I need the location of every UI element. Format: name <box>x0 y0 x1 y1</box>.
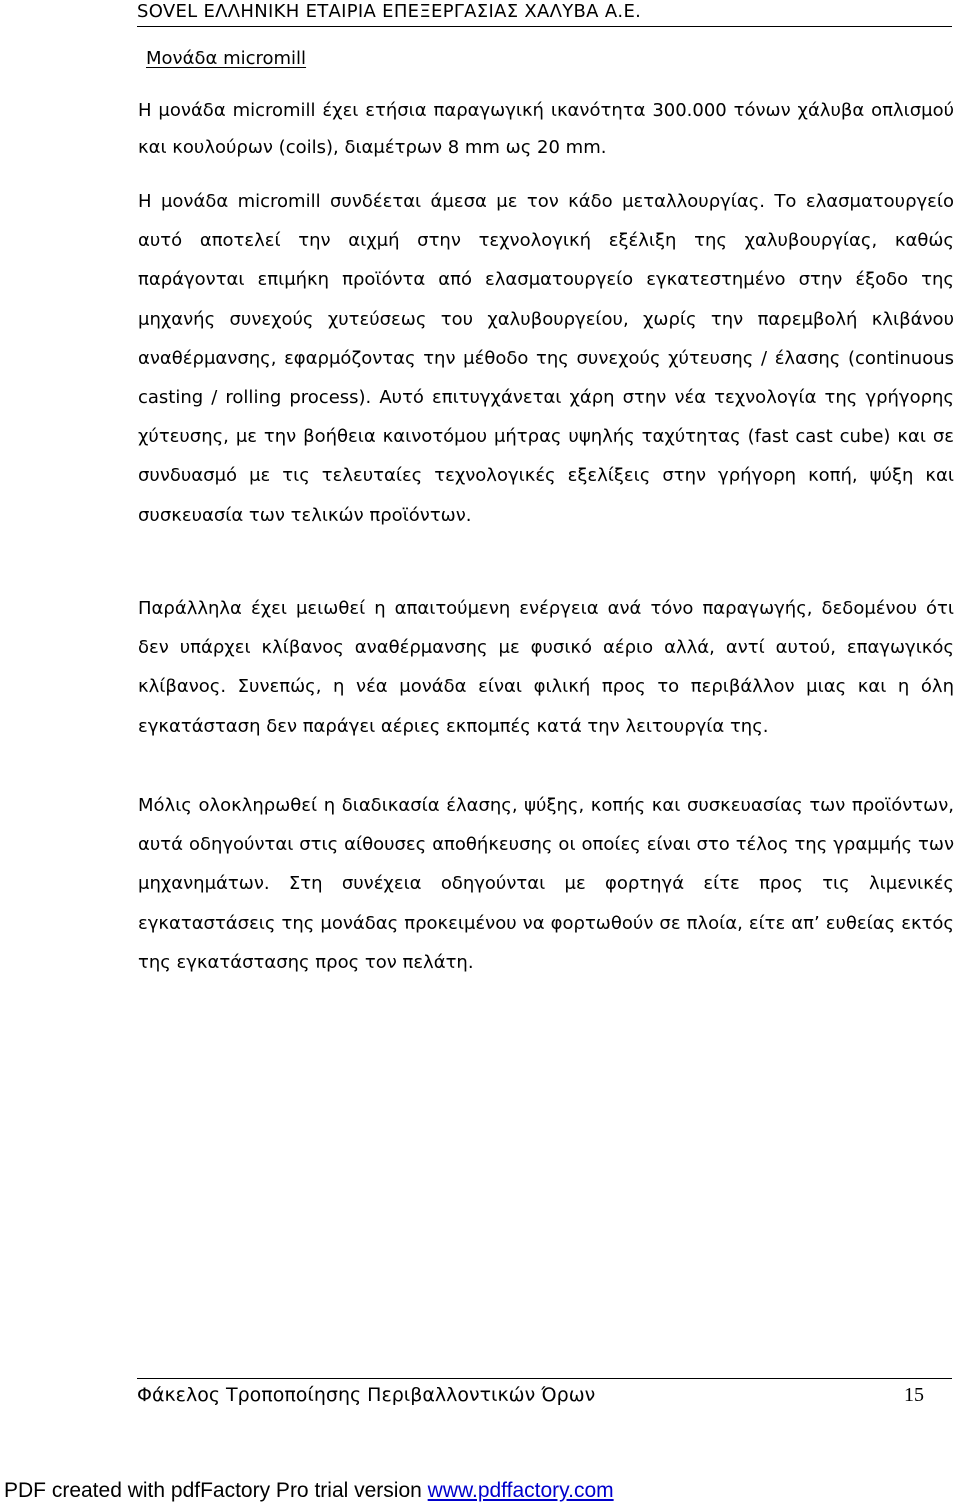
page-footer <box>137 1378 952 1411</box>
paragraph-process: Η μονάδα micromill συνδέεται άμεσα με τον κάδο μεταλλουργίας. Το ελασματουργείο αυτό αποτελεί την αιχμή στην τεχνολογική εξέλιξη της χαλυβουργίας, καθώς παράγονται επιμήκη προϊόντα από ελασματουργείο εγκατεστημένο στην έξοδο της μηχανής συνεχούς χυτεύσεως του χαλυβουργείου, χωρίς την παρεμβολή κλιβάνου αναθέρμανσης, εφαρμόζοντας την μέθοδο της συνεχούς χύτευσης / έλασης (continuous casting / rolling process). Αυτό επιτυγχάνεται χάρη στην νέα τεχνολογία της γρήγορης χύτευσης, με την βοήθεια καινοτόμου μήτρας υψηλής ταχύτητας (fast cast cube) και σε συνδυασμό με τις τελευταίες τεχνολογικές εξελίξεις στην γρήγορη κοπή, ψύξη και συσκευασία των τελικών προϊόντων. <box>138 191 954 526</box>
pdf-creator-banner <box>4 1478 614 1504</box>
pdffactory-link[interactable]: www.pdffactory.com <box>427 1479 614 1502</box>
header-company-name: SOVEL ΕΛΛΗΝΙΚΗ ΕΤΑΙΡΙΑ ΕΠΕΞΕΡΓΑΣΙΑΣ ΧΑΛΥΒΑ Α.Ε. <box>137 1 642 22</box>
paragraph-energy: Παράλληλα έχει μειωθεί η απαιτούμενη ενέργεια ανά τόνο παραγωγής, δεδομένου ότι δεν υπάρχει κλίβανος αναθέρμανσης με φυσικό αέριο αλλά, αντί αυτού, επαγωγικός κλίβανος. Συνεπώς, η νέα μονάδα είναι φιλική προς το περιβάλλον μιας και η όλη εγκατάσταση δεν παράγει αέριες εκπομπές κατά την λειτουργία της. <box>138 598 954 737</box>
paragraph-capacity: Η μονάδα micromill έχει ετήσια παραγωγική ικανότητα 300.000 τόνων χάλυβα οπλισμού και κουλούρων (coils), διαμέτρων 8 mm ως 20 mm. <box>138 100 954 158</box>
paragraph-logistics: Μόλις ολοκληρωθεί η διαδικασία έλασης, ψύξης, κοπής και συσκευασίας των προϊόντων, αυτά οδηγούνται στις αίθουσες αποθήκευσης οι οποίες είναι στο τέλος της γραμμής των μηχανημάτων. Στη συνέχεια οδηγούνται με φορτηγά είτε προς τις λιμενικές εγκαταστάσεις της μονάδας προκειμένου να φορτωθούν σε πλοία, είτε απ’ ευθείας εκτός της εγκατάστασης προς τον πελάτη. <box>138 795 954 973</box>
footer-title: Φάκελος Τροποποίησης Περιβαλλοντικών Όρων <box>137 1384 596 1406</box>
page-header <box>137 0 952 27</box>
page-number: 15 <box>904 1384 924 1406</box>
section-title: Μονάδα micromill <box>146 48 307 69</box>
pdf-banner-text: PDF created with pdfFactory Pro trial version <box>4 1479 428 1502</box>
